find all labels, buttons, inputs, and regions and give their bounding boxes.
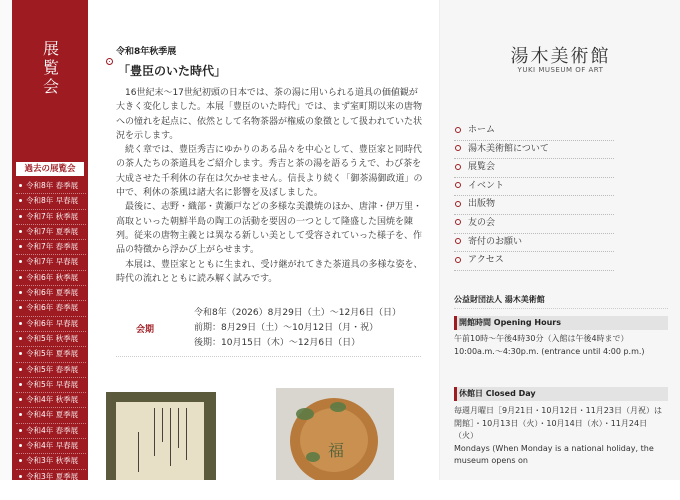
bullet-icon: [19, 260, 22, 263]
past-exhibition-label: 令和4年 夏季展: [26, 410, 79, 420]
past-exhibition-item[interactable]: [16, 393, 86, 408]
bullet-icon: [19, 383, 22, 386]
bullet-icon: [19, 429, 22, 432]
past-exhibition-item[interactable]: [16, 454, 86, 469]
circle-bullet-icon: [455, 238, 461, 244]
nav-item-label: 湯木美術館について: [468, 143, 549, 154]
circle-bullet-icon: [455, 127, 461, 133]
past-exhibition-label: 令和8年 早春展: [26, 196, 79, 206]
past-exhibition-label: 令和4年 春季展: [26, 425, 79, 435]
bullet-icon: [19, 444, 22, 447]
past-exhibitions-header[interactable]: 過去の展覧会: [16, 162, 84, 176]
bullet-icon: [19, 490, 22, 493]
nav-item[interactable]: [454, 122, 614, 141]
past-exhibition-item[interactable]: [16, 301, 86, 316]
circle-bullet-icon: [455, 145, 461, 151]
nav-item[interactable]: [454, 178, 614, 197]
past-exhibition-label: 令和4年 早春展: [26, 441, 79, 451]
closed-day-text: 毎週月曜日［9月21日・10月12日・11月23日（月祝）は開館］・10月13日（火）・10月14日（水）・11月24日（火） Mondays (When Monday is a national holiday, the museum opens on: [454, 406, 662, 466]
bowl-character: 福: [328, 441, 345, 460]
museum-logo-subtitle: YUKI MUSEUM OF ART: [517, 66, 604, 74]
exhibition-title: 「豊臣のいた時代」: [118, 64, 227, 78]
circle-bullet-icon: [455, 219, 461, 225]
past-exhibition-label: 令和7年 春季展: [26, 242, 79, 252]
past-exhibition-item[interactable]: [16, 225, 86, 240]
nav-item-label: 寄付のお願い: [468, 236, 523, 247]
nav-item-label: ホーム: [468, 125, 496, 135]
past-exhibition-item[interactable]: [16, 317, 86, 332]
nav-item-label: 友の会: [468, 217, 496, 228]
bullet-icon: [19, 245, 22, 248]
past-exhibition-label: 令和8年 春季展: [26, 181, 79, 190]
past-exhibition-item[interactable]: [16, 332, 86, 347]
circle-bullet-icon: [455, 182, 461, 188]
title-marker-icon: [106, 58, 113, 65]
nav-item[interactable]: [454, 159, 614, 178]
bullet-icon: [19, 368, 22, 371]
closed-day-heading: 休館日 Closed Day: [454, 387, 668, 401]
main-navigation: [454, 122, 614, 271]
bullet-icon: [19, 199, 22, 202]
main-content: [88, 0, 430, 480]
past-exhibition-label: 令和5年 秋季展: [26, 333, 79, 343]
nav-item-label: 展覧会: [468, 162, 496, 173]
bullet-icon: [19, 459, 22, 462]
opening-hours-text: 午前10時〜午後4時30分（入館は午後4時まで） 10:00a.m.〜4:30p.m. (entrance until 4:00 p.m.): [454, 334, 645, 356]
nav-item[interactable]: [454, 252, 614, 271]
exhibition-sidebar: [12, 0, 88, 496]
nav-item[interactable]: [454, 141, 614, 160]
nav-item-label: アクセス: [468, 255, 504, 266]
museum-logo[interactable]: 湯木美術館: [510, 46, 611, 67]
past-exhibition-item[interactable]: [16, 179, 86, 194]
bullet-icon: [19, 413, 22, 416]
bullet-icon: [19, 337, 22, 340]
nav-item[interactable]: [454, 215, 614, 234]
bullet-icon: [19, 215, 22, 218]
bullet-icon: [19, 322, 22, 325]
divider: [116, 356, 421, 357]
past-exhibition-item[interactable]: [16, 194, 86, 209]
description-paragraph: 16世紀末〜17世紀初頭の日本では、茶の湯に用いられる道具の価値観が大きく変化しました。本展「豊臣のいた時代」では、まず室町期以来の唐物への憧れを起点に、依然として名物茶器が権威の象徴として扱われていた状況を示します。: [116, 88, 423, 141]
opening-hours-heading: 開館時間 Opening Hours: [454, 316, 668, 330]
past-exhibition-item[interactable]: [16, 271, 86, 286]
foundation-name: 公益財団法人 湯木美術館: [454, 295, 545, 304]
description-paragraph: 最後に、志野・織部・黄瀬戸などの多様な美濃焼のほか、唐津・伊万里・高取といった朝鮮半島の陶工の活動を要因の一つとして隆盛した国焼を陳列。従来の唐物主義とは異なる新しい美として受容されていった様子を、作品の特徴から浮かび上がらせます。: [116, 202, 423, 256]
bullet-icon: [19, 230, 22, 233]
divider: [454, 308, 668, 309]
section-title: 展覧会: [40, 40, 60, 97]
circle-bullet-icon: [455, 164, 461, 170]
nav-item[interactable]: [454, 234, 614, 253]
past-exhibition-label: 令和3年 秋季展: [26, 456, 79, 466]
bullet-icon: [19, 306, 22, 309]
past-exhibition-item[interactable]: [16, 210, 86, 225]
bullet-icon: [19, 276, 22, 279]
hanging-scroll-image[interactable]: [106, 392, 216, 480]
past-exhibition-item[interactable]: [16, 408, 86, 423]
past-exhibition-label: 令和7年 早春展: [26, 257, 79, 267]
bullet-icon: [19, 184, 22, 187]
period-line: 令和8年（2026）8月29日（土）〜12月6日（日）: [194, 308, 401, 318]
past-exhibition-label: 令和3年 夏季展: [26, 471, 79, 481]
left-sidebar: [0, 0, 88, 496]
past-exhibition-label: 令和4年 秋季展: [26, 395, 79, 405]
tea-bowl-image[interactable]: [276, 388, 394, 480]
circle-bullet-icon: [455, 201, 461, 207]
past-exhibition-item[interactable]: [16, 286, 86, 301]
period-details: [194, 306, 401, 351]
period-line: 後期：10月15日（木）〜12月6日（日）: [194, 338, 361, 348]
past-exhibition-label: 令和6年 夏季展: [26, 288, 79, 298]
scroll-paper: [116, 402, 204, 480]
past-exhibition-label: 令和6年 春季展: [26, 303, 79, 313]
past-exhibition-item[interactable]: [16, 424, 86, 439]
description-paragraph: 本展は、豊臣家とともに生まれ、受け継がれてきた茶道具の多様な姿を、時代の流れとともに読み解く試みです。: [116, 259, 423, 284]
past-exhibition-item[interactable]: [16, 240, 86, 255]
circle-bullet-icon: [455, 257, 461, 263]
past-exhibition-item[interactable]: [16, 347, 86, 362]
bullet-icon: [19, 352, 22, 355]
past-exhibition-item[interactable]: [16, 470, 86, 485]
bullet-icon: [19, 291, 22, 294]
nav-item[interactable]: [454, 196, 614, 215]
past-exhibition-item[interactable]: [16, 255, 86, 270]
past-exhibition-label: 令和6年 秋季展: [26, 272, 79, 282]
bullet-icon: [19, 475, 22, 478]
period-line: 前期：8月29日（土）〜10月12日（月・祝）: [194, 323, 379, 333]
past-exhibition-label: 令和5年 春季展: [26, 364, 79, 374]
past-exhibition-label: 令和5年 早春展: [26, 379, 79, 389]
nav-item-label: イベント: [468, 180, 505, 191]
past-exhibition-item[interactable]: [16, 363, 86, 378]
past-exhibition-item[interactable]: [16, 378, 86, 393]
nav-item-label: 出版物: [468, 199, 496, 210]
bullet-icon: [19, 398, 22, 401]
season-title: 令和8年秋季展: [116, 47, 177, 57]
exhibition-description: [116, 86, 424, 286]
past-exhibition-label: 令和6年 早春展: [26, 318, 79, 328]
past-exhibition-item[interactable]: [16, 439, 86, 454]
past-exhibition-label: 令和3年 春季展: [26, 486, 79, 496]
past-exhibition-label: 令和5年 夏季展: [26, 349, 79, 359]
right-sidebar: [439, 0, 680, 480]
period-label: 会期: [136, 325, 155, 335]
past-exhibitions-list: [16, 179, 86, 500]
past-exhibition-item[interactable]: [16, 485, 86, 500]
past-exhibition-label: 令和7年 夏季展: [26, 226, 79, 236]
past-exhibition-label: 令和7年 秋季展: [26, 211, 79, 221]
description-paragraph: 続く章では、豊臣秀吉にゆかりのある品々を中心として、豊臣家と同時代の茶人たちの茶道具をご紹介します。秀吉と茶の湯を語るうえで、わび茶を大成させた千利休の存在は欠かせません。信長より続く「御茶湯御政道」の中で、利休の茶風は諸大名に影響を及ぼしました。: [116, 145, 423, 199]
